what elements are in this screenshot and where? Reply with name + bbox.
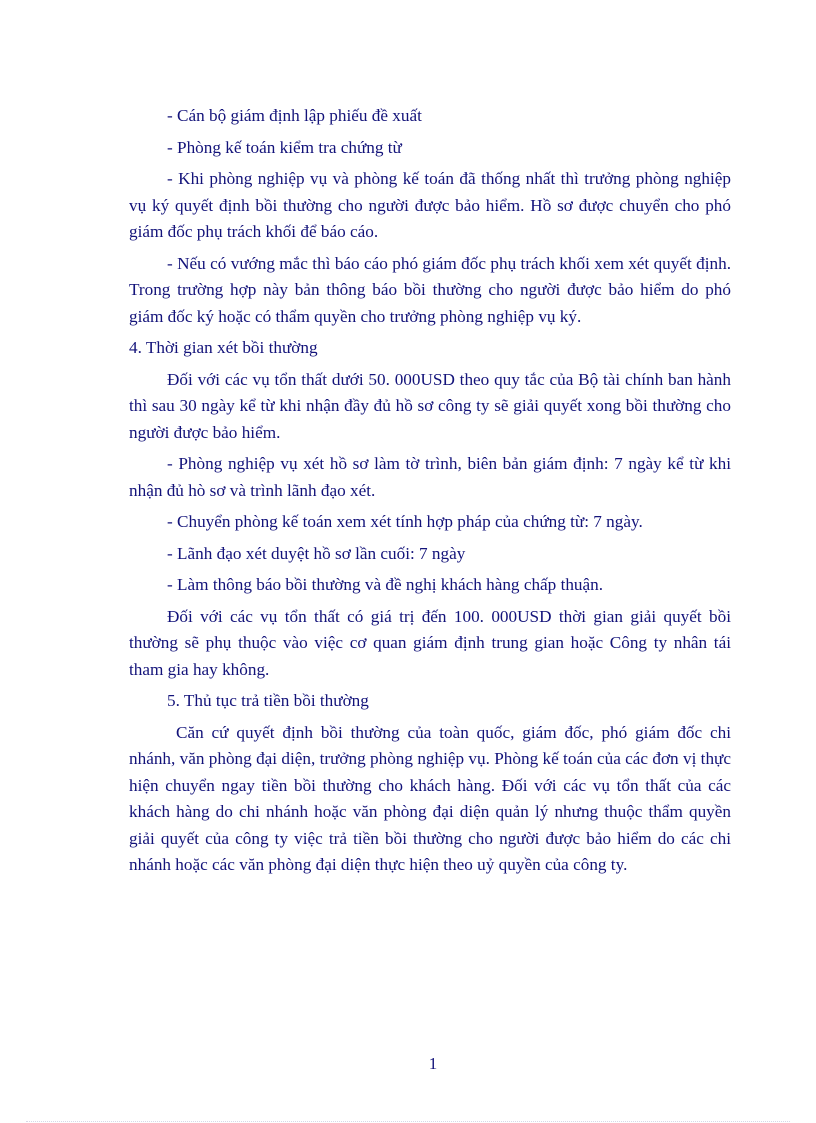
paragraph-time-accounting: - Chuyển phòng kế toán xem xét tính hợp pháp của chứng từ: 7 ngày. (167, 512, 643, 531)
paragraph-step-assessor: - Cán bộ giám định lập phiếu đề xuất (167, 106, 422, 125)
paragraph-time-notice: - Làm thông báo bồi thường và đề nghị khách hàng chấp thuận. (167, 575, 604, 594)
paragraph-step-agreement: - Khi phòng nghiệp vụ và phòng kế toán đã thống nhất thì trưởng phòng nghiệp vụ ký quyết định bồi thường cho người được bảo hiểm. Hồ sơ được chuyển cho phó giám đốc phụ trách khối để báo cáo. (129, 169, 731, 241)
footer-divider (26, 1121, 790, 1122)
paragraph-time-approval: - Lãnh đạo xét duyệt hồ sơ lần cuối: 7 ngày (167, 543, 466, 563)
paragraph-step-accounting: - Phòng kế toán kiểm tra chứng từ (167, 137, 402, 157)
paragraph-time-under-50k: Đối với các vụ tổn thất dưới 50. 000USD theo quy tắc của Bộ tài chính ban hành thì sau 30 ngày kể từ khi nhận đầy đủ hồ sơ công ty sẽ giải quyết xong bồi thường cho người được bảo hiểm. (129, 369, 731, 442)
paragraph-time-review: - Phòng nghiệp vụ xét hồ sơ làm tờ trình, biên bản giám định: 7 ngày kể từ khi nhận đủ hò sơ và trình lãnh đạo xét. (129, 454, 731, 500)
heading-section-4: 4. Thời gian xét bồi thường (129, 338, 318, 357)
heading-section-5: 5. Thủ tục trả tiền bồi thường (167, 691, 369, 710)
paragraph-time-100k: Đối với các vụ tổn thất có giá trị đến 100. 000USD thời gian giải quyết bồi thường sẽ phụ thuộc vào việc cơ quan giám định trung gian hoặc Công ty nhân tái tham gia hay không. (129, 606, 731, 679)
paragraph-payment-procedure: Căn cứ quyết định bồi thường của toàn quốc, giám đốc, phó giám đốc chi nhánh, văn phòng đại diện, trưởng phòng nghiệp vụ. Phòng kế toán của các đơn vị thực hiện chuyển ngay tiền bồi thường cho khách hàng. Đối với các vụ tổn thất của các khách hàng do chi nhánh hoặc văn phòng đại diện quản lý nhưng thuộc thẩm quyền giải quyết của công ty việc trả tiền bồi thường cho người được bảo hiểm do các chi nhánh hoặc các văn phòng đại diện thực hiện theo uỷ quyền của công ty. (129, 722, 731, 874)
document-body (129, 103, 731, 879)
paragraph-step-issues: - Nếu có vướng mắc thì báo cáo phó giám đốc phụ trách khối xem xét quyết định. Trong trường hợp này bản thông báo bồi thường cho người được bảo hiểm do phó giám đốc ký hoặc có thẩm quyền cho trưởng phòng nghiệp vụ ký. (129, 253, 731, 326)
page-number: 1 (428, 1054, 438, 1073)
